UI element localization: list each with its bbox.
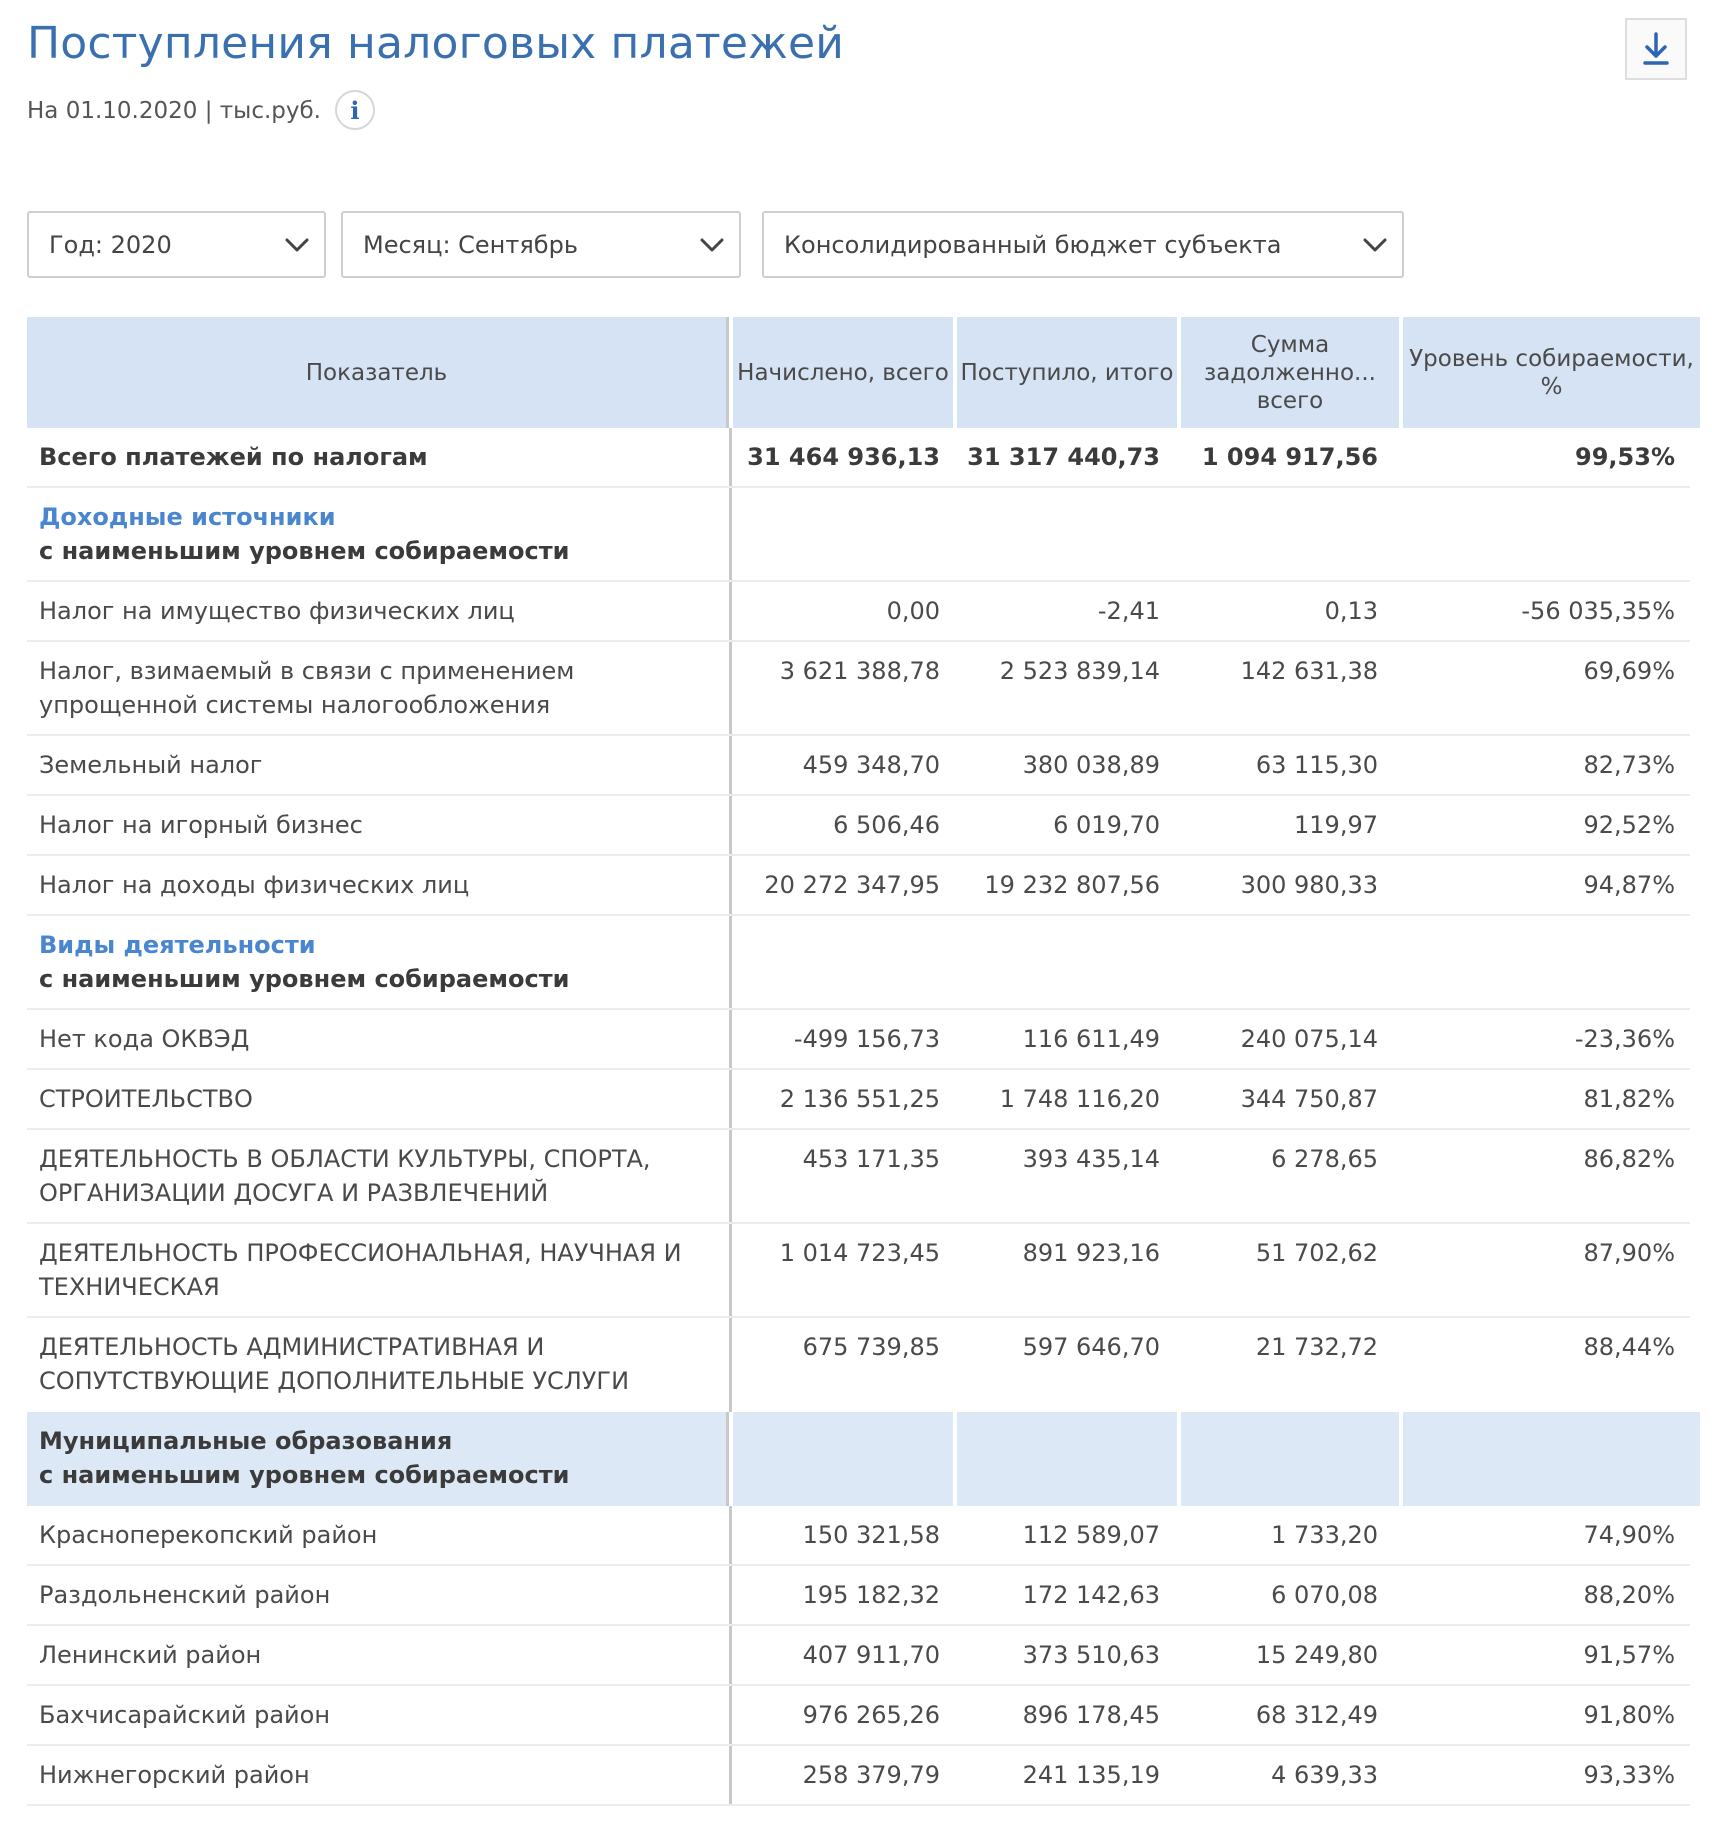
download-button[interactable]	[1625, 18, 1687, 80]
cell-rate: 93,33%	[1583, 1761, 1675, 1789]
table-row[interactable]	[27, 1626, 1690, 1686]
cell-debt: 1 733,20	[1271, 1521, 1378, 1549]
cell-received: -2,41	[1097, 597, 1160, 625]
cell-debt: 6 070,08	[1271, 1581, 1378, 1609]
year-select-value: Год: 2020	[49, 230, 172, 259]
cell-received: 2 523 839,14	[999, 657, 1160, 685]
table-row[interactable]	[27, 1010, 1690, 1070]
column-header-collection-rate[interactable]: Уровень собираемости, %	[1403, 317, 1700, 428]
table-row[interactable]	[27, 1130, 1690, 1224]
empty-cell	[1172, 916, 1390, 1008]
row-label: Земельный налог	[27, 736, 732, 794]
cell-received: 6 019,70	[1053, 811, 1160, 839]
cell-rate: 81,82%	[1583, 1085, 1675, 1113]
cell-rate: 69,69%	[1583, 657, 1675, 685]
cell-accrued: 675 739,85	[802, 1333, 940, 1361]
cell-received: 393 435,14	[1022, 1145, 1160, 1173]
cell-rate: 88,44%	[1583, 1333, 1675, 1361]
row-label: Раздольненский район	[27, 1566, 732, 1624]
cell-rate: 94,87%	[1583, 871, 1675, 899]
cell-accrued: 258 379,79	[802, 1761, 940, 1789]
table-row[interactable]	[27, 796, 1690, 856]
month-select-value: Месяц: Сентябрь	[363, 230, 578, 259]
row-label: Ленинский район	[27, 1626, 732, 1684]
empty-cell	[1390, 488, 1687, 580]
table-row[interactable]	[27, 1566, 1690, 1626]
table-row[interactable]	[27, 1224, 1690, 1318]
cell-received: 241 135,19	[1022, 1761, 1160, 1789]
table-row[interactable]	[27, 1506, 1690, 1566]
cell-received: 19 232 807,56	[984, 871, 1160, 899]
cell-accrued: 407 911,70	[802, 1641, 940, 1669]
section-header-municipalities	[27, 1412, 1690, 1506]
budget-select-value: Консолидированный бюджет субъекта	[784, 230, 1282, 259]
empty-cell	[957, 1412, 1177, 1506]
cell-debt: 68 312,49	[1255, 1701, 1378, 1729]
row-label: ДЕЯТЕЛЬНОСТЬ В ОБЛАСТИ КУЛЬТУРЫ, СПОРТА, ОРГАНИЗАЦИИ ДОСУГА И РАЗВЛЕЧЕНИЙ	[27, 1130, 732, 1222]
empty-cell	[733, 1412, 953, 1506]
page-title: Поступления налоговых платежей	[27, 18, 845, 69]
cell-debt: 4 639,33	[1271, 1761, 1378, 1789]
month-select[interactable]	[341, 211, 741, 278]
cell-rate: 88,20%	[1583, 1581, 1675, 1609]
section-subtitle: с наименьшим уровнем собираемости	[39, 537, 570, 565]
download-icon	[1641, 31, 1671, 67]
info-icon[interactable]: i	[335, 90, 375, 130]
row-label: Налог на игорный бизнес	[27, 796, 732, 854]
empty-cell	[1172, 488, 1390, 580]
cell-debt: 0,13	[1324, 597, 1378, 625]
table-row[interactable]	[27, 856, 1690, 916]
row-label: Красноперекопский район	[27, 1506, 732, 1564]
budget-select[interactable]	[762, 211, 1404, 278]
column-header-received[interactable]: Поступило, итого	[957, 317, 1177, 428]
cell-accrued: 195 182,32	[802, 1581, 940, 1609]
section-header-income-sources	[27, 488, 1690, 582]
cell-rate: 99,53%	[1575, 443, 1675, 471]
cell-rate: 91,57%	[1583, 1641, 1675, 1669]
cell-received: 116 611,49	[1022, 1025, 1160, 1053]
section-subtitle: с наименьшим уровнем собираемости	[39, 965, 570, 993]
column-header-indicator[interactable]: Показатель	[27, 317, 729, 428]
cell-received: 597 646,70	[1022, 1333, 1160, 1361]
table-row-total	[27, 428, 1690, 488]
cell-debt: 119,97	[1294, 811, 1378, 839]
cell-rate: -56 035,35%	[1521, 597, 1675, 625]
row-label: Нет кода ОКВЭД	[27, 1010, 732, 1068]
table-row[interactable]	[27, 736, 1690, 796]
row-label: Налог на доходы физических лиц	[27, 856, 732, 914]
table-row[interactable]	[27, 1746, 1690, 1806]
cell-rate: -23,36%	[1574, 1025, 1675, 1053]
cell-accrued: 0,00	[886, 597, 940, 625]
tax-table	[27, 317, 1694, 1806]
cell-received: 31 317 440,73	[967, 443, 1160, 471]
year-select[interactable]	[27, 211, 326, 278]
empty-cell	[1403, 1412, 1700, 1506]
cell-accrued: 453 171,35	[802, 1145, 940, 1173]
empty-cell	[1181, 1412, 1399, 1506]
table-row[interactable]	[27, 1686, 1690, 1746]
table-row[interactable]	[27, 582, 1690, 642]
row-label: Всего платежей по налогам	[27, 428, 732, 486]
table-row[interactable]	[27, 1318, 1690, 1412]
cell-rate: 86,82%	[1583, 1145, 1675, 1173]
row-label: ДЕЯТЕЛЬНОСТЬ АДМИНИСТРАТИВНАЯ И СОПУТСТВУЮЩИЕ ДОПОЛНИТЕЛЬНЫЕ УСЛУГИ	[27, 1318, 732, 1412]
row-label: Нижнегорский район	[27, 1746, 732, 1804]
cell-rate: 87,90%	[1583, 1239, 1675, 1267]
chevron-down-icon	[699, 233, 725, 257]
empty-cell	[732, 916, 952, 1008]
table-row[interactable]	[27, 1070, 1690, 1130]
row-label: Налог на имущество физических лиц	[27, 582, 732, 640]
cell-debt: 51 702,62	[1255, 1239, 1378, 1267]
cell-received: 891 923,16	[1022, 1239, 1160, 1267]
section-title-cell	[27, 488, 732, 580]
column-header-debt[interactable]: Сумма задолженно... всего	[1181, 317, 1399, 428]
section-title: Муниципальные образования	[39, 1427, 453, 1455]
cell-debt: 15 249,80	[1255, 1641, 1378, 1669]
cell-accrued: 2 136 551,25	[779, 1085, 940, 1113]
cell-accrued: 976 265,26	[802, 1701, 940, 1729]
section-title-cell	[27, 1412, 729, 1506]
chevron-down-icon	[284, 233, 310, 257]
table-header	[27, 317, 1694, 428]
cell-received: 380 038,89	[1022, 751, 1160, 779]
cell-received: 112 589,07	[1022, 1521, 1160, 1549]
cell-rate: 74,90%	[1583, 1521, 1675, 1549]
empty-cell	[952, 488, 1172, 580]
cell-accrued: 6 506,46	[833, 811, 940, 839]
row-label: СТРОИТЕЛЬСТВО	[27, 1070, 732, 1128]
cell-rate: 91,80%	[1583, 1701, 1675, 1729]
cell-accrued: 20 272 347,95	[764, 871, 940, 899]
cell-accrued: 31 464 936,13	[747, 443, 940, 471]
section-header-activities	[27, 916, 1690, 1010]
cell-debt: 344 750,87	[1240, 1085, 1378, 1113]
cell-accrued: 3 621 388,78	[779, 657, 940, 685]
section-subtitle: с наименьшим уровнем собираемости	[39, 1461, 570, 1489]
cell-debt: 63 115,30	[1255, 751, 1378, 779]
column-header-accrued[interactable]: Начислено, всего	[733, 317, 953, 428]
cell-debt: 21 732,72	[1255, 1333, 1378, 1361]
cell-accrued: 150 321,58	[802, 1521, 940, 1549]
cell-received: 896 178,45	[1022, 1701, 1160, 1729]
cell-rate: 82,73%	[1583, 751, 1675, 779]
cell-debt: 240 075,14	[1240, 1025, 1378, 1053]
cell-accrued: -499 156,73	[793, 1025, 940, 1053]
row-label: Бахчисарайский район	[27, 1686, 732, 1744]
cell-debt: 6 278,65	[1271, 1145, 1378, 1173]
cell-debt: 1 094 917,56	[1201, 443, 1378, 471]
empty-cell	[952, 916, 1172, 1008]
section-title-link[interactable]: Доходные источники	[39, 503, 336, 531]
row-label: Налог, взимаемый в связи с применением упрощенной системы налогообложения	[27, 642, 732, 734]
cell-accrued: 459 348,70	[802, 751, 940, 779]
section-title-cell	[27, 916, 732, 1008]
cell-received: 373 510,63	[1022, 1641, 1160, 1669]
row-label: ДЕЯТЕЛЬНОСТЬ ПРОФЕССИОНАЛЬНАЯ, НАУЧНАЯ И ТЕХНИЧЕСКАЯ	[27, 1224, 732, 1316]
section-title-link[interactable]: Виды деятельности	[39, 931, 316, 959]
cell-debt: 142 631,38	[1240, 657, 1378, 685]
date-units-label: На 01.10.2020 | тыс.руб.	[27, 98, 321, 124]
cell-accrued: 1 014 723,45	[779, 1239, 940, 1267]
cell-received: 172 142,63	[1022, 1581, 1160, 1609]
table-row[interactable]	[27, 642, 1690, 736]
page-subtitle	[27, 92, 375, 130]
empty-cell	[732, 488, 952, 580]
cell-debt: 300 980,33	[1240, 871, 1378, 899]
chevron-down-icon	[1362, 233, 1388, 257]
cell-received: 1 748 116,20	[999, 1085, 1160, 1113]
cell-rate: 92,52%	[1583, 811, 1675, 839]
empty-cell	[1390, 916, 1687, 1008]
